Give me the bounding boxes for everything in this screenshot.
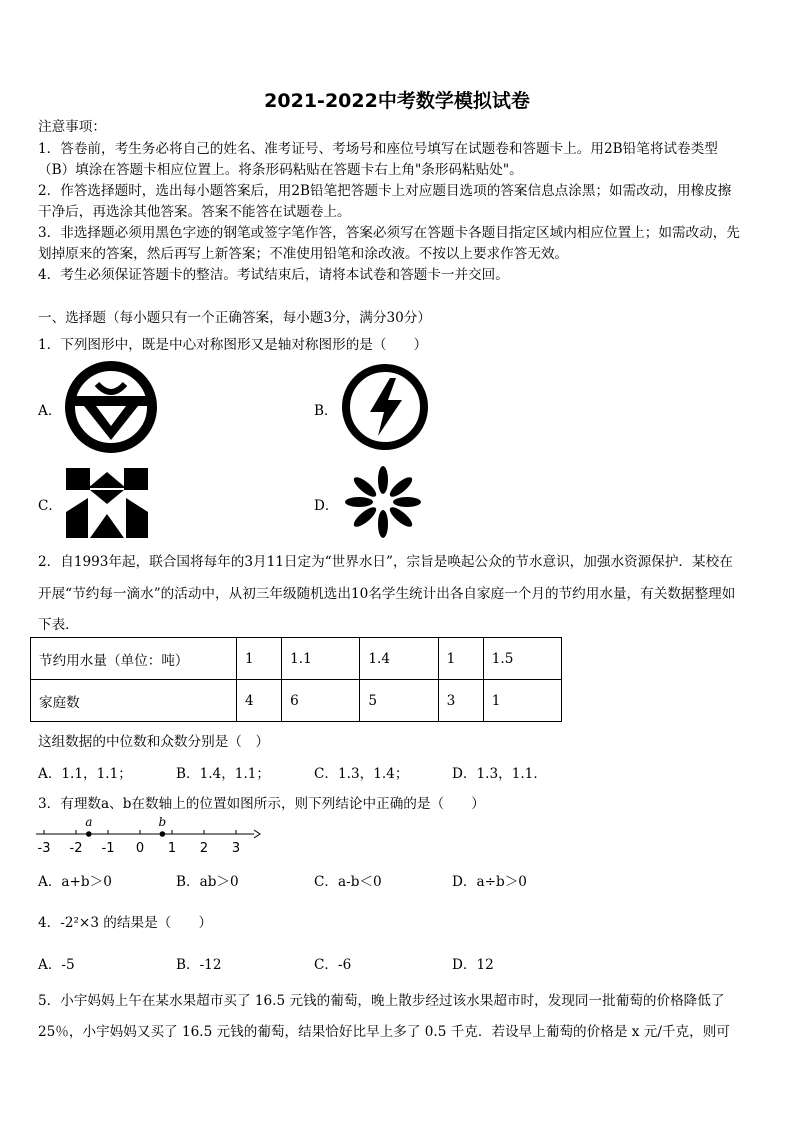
question-5-line: 5．小宇妈妈上午在某水果超市买了 16.5 元钱的葡萄，晚上散步经过该水果超市时，发现同一批葡萄的价格降低了 — [38, 993, 725, 1009]
point-b-marker — [160, 831, 166, 837]
table-cell: 3 — [438, 680, 483, 722]
tick-marks — [44, 830, 236, 834]
point-a-marker — [86, 831, 92, 837]
table-cell: 1.4 — [360, 638, 438, 680]
question-2-prompt: 这组数据的中位数和众数分别是（ ） — [38, 734, 270, 750]
notice-line: （B）填涂在答题卡相应位置上。将条形码粘贴在答题卡右上角"条形码粘贴处"。 — [38, 162, 523, 178]
table-cell: 4 — [237, 680, 282, 722]
question-4-text: 4．-2²×3 的结果是（ ） — [38, 915, 213, 931]
table-cell: 1.1 — [282, 638, 360, 680]
option-c-label: C． — [38, 498, 62, 514]
table-row — [31, 680, 562, 722]
point-a-label: a — [85, 815, 93, 829]
question-2-line: 开展“节约每一滴水”的活动中，从初三年级随机选出10名学生统计出各自家庭一个月的节约用水量，有关数据整理如 — [38, 586, 736, 602]
checker-triangle-icon — [66, 468, 148, 538]
page-title: 2021-2022中考数学模拟试卷 — [264, 90, 530, 112]
tick-label: -3 — [37, 841, 51, 856]
choice-b: B．1.4，1.1； — [176, 766, 271, 782]
option-a-label: A． — [38, 403, 62, 419]
choice-b: B．ab＞0 — [176, 874, 239, 890]
choice-d: D．a÷b＞0 — [452, 874, 527, 890]
table-cell: 1 — [483, 680, 561, 722]
notice-line: 划掉原来的答案，然后再写上新答案；不准使用铅笔和涂改液。不按以上要求作答无效。 — [38, 246, 569, 262]
choice-b: B．-12 — [176, 957, 222, 973]
question-1-text: 1．下列图形中，既是中心对称图形又是轴对称图形的是（ ） — [38, 337, 428, 353]
tick-label: 0 — [135, 841, 145, 856]
table-cell: 1 — [438, 638, 483, 680]
table-cell: 5 — [360, 680, 438, 722]
notice-line: 4．考生必须保证答题卡的整洁。考试结束后，请将本试卷和答题卡一并交回。 — [38, 267, 509, 283]
point-b-label: b — [158, 815, 167, 829]
question-2-line: 下表． — [38, 617, 79, 633]
question-5-line: 25％，小宇妈妈又买了 16.5 元钱的葡萄，结果恰好比早上多了 0.5 千克．若设早上葡萄的价格是 x 元/千克，则可 — [38, 1024, 730, 1040]
number-line-diagram — [32, 812, 262, 858]
choice-d: D．1.3，1.1． — [452, 766, 547, 782]
table-cell: 1 — [237, 638, 282, 680]
table-cell: 节约用水量（单位：吨） — [31, 638, 237, 680]
question-3-text: 3．有理数a、b在数轴上的位置如图所示，则下列结论中正确的是（ ） — [38, 796, 485, 812]
tick-label: 3 — [231, 841, 241, 856]
choice-d: D．12 — [452, 957, 494, 973]
choice-a: A．-5 — [38, 957, 75, 973]
notice-line: 2．作答选择题时，选出每小题答案后，用2B铅笔把答题卡上对应题目选项的答案信息点涂黑；如需改动，用橡皮擦 — [38, 183, 732, 199]
tick-label: -1 — [101, 841, 115, 856]
water-saving-table — [30, 637, 562, 722]
badge-v-symbol-icon — [64, 360, 158, 454]
tick-label: -2 — [69, 841, 83, 856]
question-2-line: 2．自1993年起，联合国将每年的3月11日定为“世界水日”，宗旨是唤起公众的节水意识，加强水资源保护．某校在 — [38, 554, 733, 570]
tick-label: 1 — [167, 841, 177, 856]
section-heading: 一、选择题（每小题只有一个正确答案，每小题3分，满分30分） — [38, 310, 431, 326]
table-cell: 6 — [282, 680, 360, 722]
choice-a: A．1.1，1.1； — [38, 766, 132, 782]
notice-line: 干净后，再选涂其他答案。答案不能答在试题卷上。 — [38, 204, 351, 220]
notice-heading: 注意事项： — [38, 119, 106, 135]
petal-flower-icon — [340, 466, 426, 538]
table-cell: 1.5 — [483, 638, 561, 680]
notice-line: 1．答卷前，考生务必将自己的姓名、准考证号、考场号和座位号填写在试题卷和答题卡上。用2B铅笔将试卷类型 — [38, 141, 718, 157]
table-cell: 家庭数 — [31, 680, 237, 722]
choice-c: C．a-b＜0 — [314, 874, 382, 890]
choice-c: C．1.3，1.4； — [314, 766, 409, 782]
option-d-label: D． — [314, 498, 339, 514]
notice-line: 3．非选择题必须用黑色字迹的钢笔或签字笔作答，答案必须写在答题卡各题目指定区域内相应位置上；如需改动，先 — [38, 225, 740, 241]
tick-label: 2 — [199, 841, 209, 856]
choice-a: A．a+b＞0 — [38, 874, 112, 890]
table-row — [31, 638, 562, 680]
option-b-label: B． — [314, 403, 338, 419]
lightning-circle-icon — [340, 362, 430, 452]
choice-c: C．-6 — [314, 957, 352, 973]
